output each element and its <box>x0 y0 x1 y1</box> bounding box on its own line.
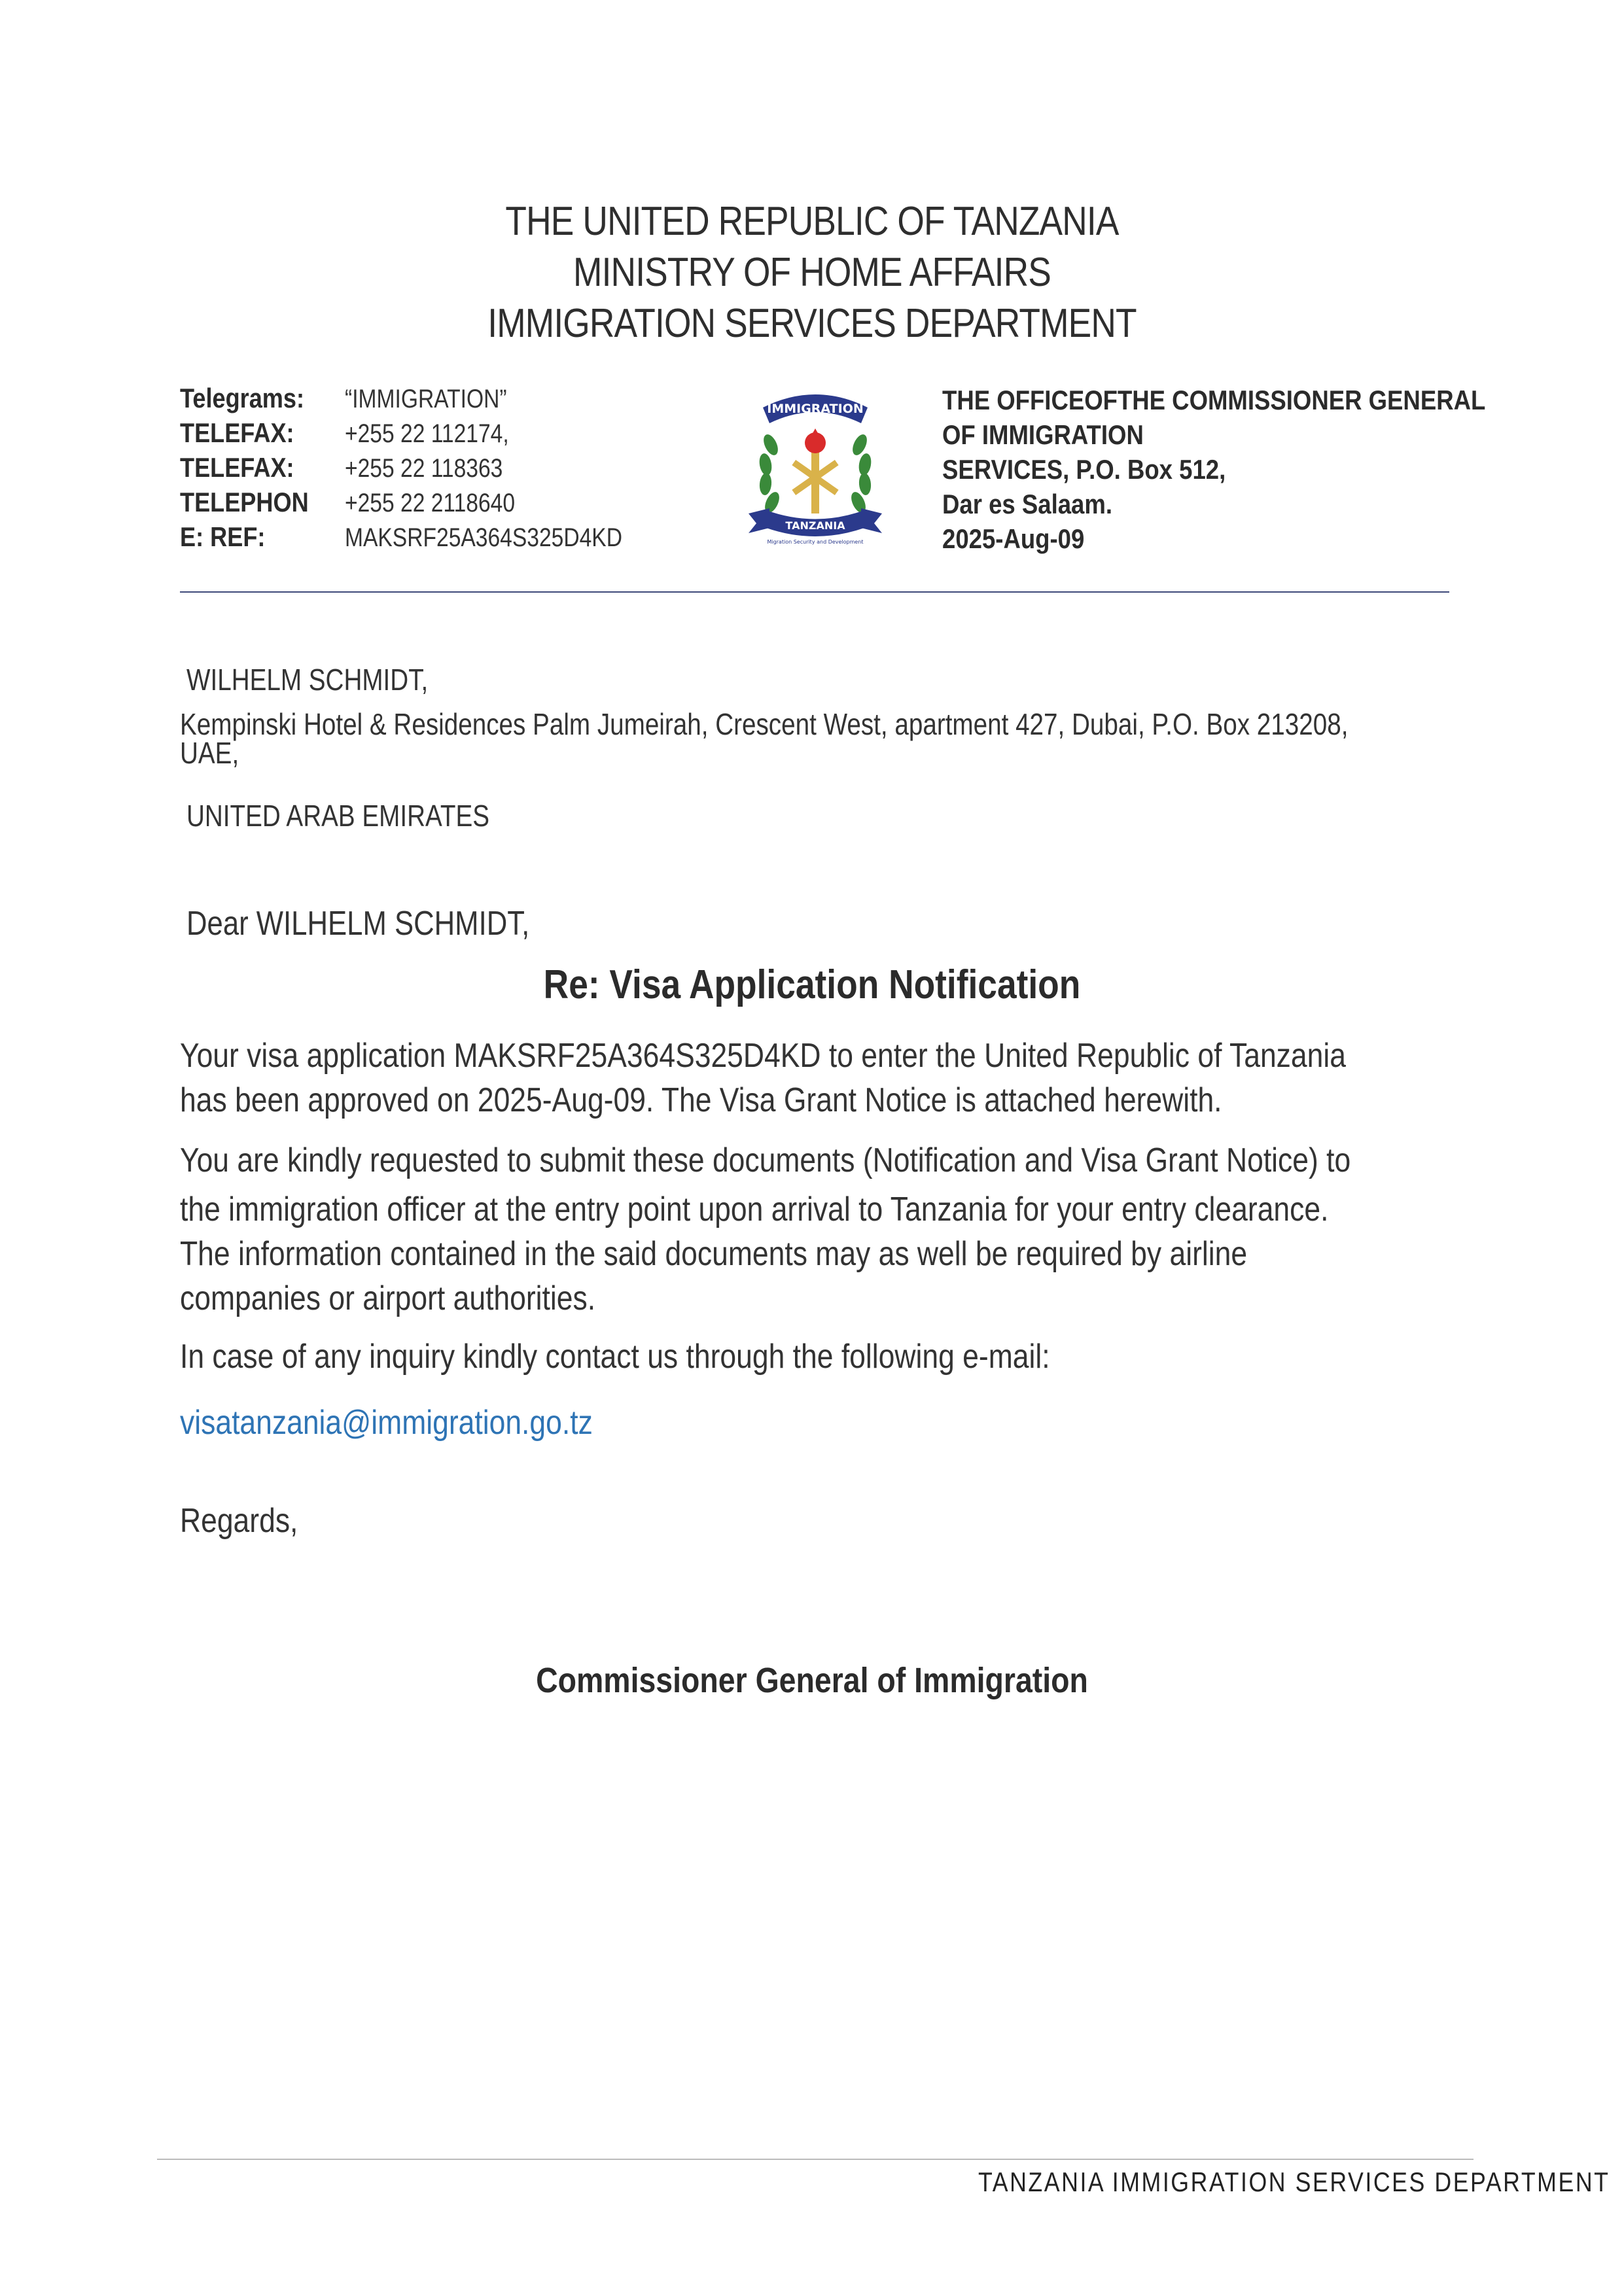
reference-number: MAKSRF25A364S325D4KD <box>345 523 622 552</box>
closing: Regards, <box>180 1502 298 1540</box>
ministry-title: MINISTRY OF HOME AFFAIRS <box>573 250 1051 295</box>
contact-row-reference <box>180 521 675 556</box>
office-line: SERVICES, P.O. Box 512, <box>942 454 1226 485</box>
contact-value: +255 22 118363 <box>345 454 503 483</box>
paragraph-line: companies or airport authorities. <box>180 1279 596 1317</box>
office-line: Dar es Salaam. <box>942 489 1113 519</box>
contact-label: TELEFAX: <box>180 452 294 483</box>
paragraph-line: The information contained in the said documents may as well be required by airline <box>180 1235 1248 1273</box>
emblem-top-text: IMMIGRATION <box>767 402 864 416</box>
paragraph-line: In case of any inquiry kindly contact us through the following e-mail: <box>180 1338 1050 1376</box>
contact-label: TELEFAX: <box>180 417 294 448</box>
letter-date: 2025-Aug-09 <box>942 523 1085 554</box>
contact-row-telefax-1 <box>180 417 675 452</box>
letterhead-titles <box>0 196 1624 349</box>
signatory-title: Commissioner General of Immigration <box>536 1661 1088 1700</box>
paragraph-line: You are kindly requested to submit these documents (Notification and Visa Grant Notice) to <box>180 1141 1351 1179</box>
country-title: THE UNITED REPUBLIC OF TANZANIA <box>505 199 1119 244</box>
recipient-address-line: Kempinski Hotel & Residences Palm Jumeirah, Crescent West, apartment 427, Dubai, P.O. Box 213208, <box>180 707 1349 741</box>
recipient-address-line: UAE, <box>180 736 239 770</box>
paragraph-line: the immigration officer at the entry point upon arrival to Tanzania for your entry clearance. <box>180 1191 1329 1228</box>
footer-divider <box>157 2159 1474 2160</box>
recipient-name: WILHELM SCHMIDT, <box>186 663 429 697</box>
contact-row-telefax-2 <box>180 452 675 487</box>
contact-value: +255 22 112174, <box>345 419 509 448</box>
office-address <box>942 383 1531 556</box>
footer-text: TANZANIA IMMIGRATION SERVICES DEPARTMENT <box>978 2166 1610 2197</box>
contact-row-telephone <box>180 487 675 521</box>
emblem-motto: Migration Security and Development <box>767 539 864 545</box>
contact-label: E: REF: <box>180 521 266 552</box>
contact-value: +255 22 2118640 <box>345 489 516 517</box>
header-divider <box>180 591 1449 593</box>
contact-label: TELEPHON <box>180 487 309 517</box>
recipient-country: UNITED ARAB EMIRATES <box>186 799 490 833</box>
immigration-emblem-icon <box>743 383 887 553</box>
paragraph-line: has been approved on 2025-Aug-09. The Visa Grant Notice is attached herewith. <box>180 1081 1222 1119</box>
contact-label: Telegrams: <box>180 383 305 413</box>
letter-subject: Re: Visa Application Notification <box>543 962 1081 1007</box>
contact-details <box>180 383 675 556</box>
contact-email-link[interactable]: visatanzania@immigration.go.tz <box>180 1404 593 1442</box>
office-line: THE OFFICEOFTHE COMMISSIONER GENERAL <box>942 385 1486 415</box>
contact-row-telegrams <box>180 383 675 417</box>
contact-value: “IMMIGRATION” <box>345 385 507 413</box>
salutation: Dear WILHELM SCHMIDT, <box>186 905 530 943</box>
emblem-ribbon-text: TANZANIA <box>785 519 845 532</box>
paragraph-line: Your visa application MAKSRF25A364S325D4KD to enter the United Republic of Tanzania <box>180 1037 1346 1075</box>
department-title: IMMIGRATION SERVICES DEPARTMENT <box>487 301 1137 346</box>
office-line: OF IMMIGRATION <box>942 419 1144 450</box>
